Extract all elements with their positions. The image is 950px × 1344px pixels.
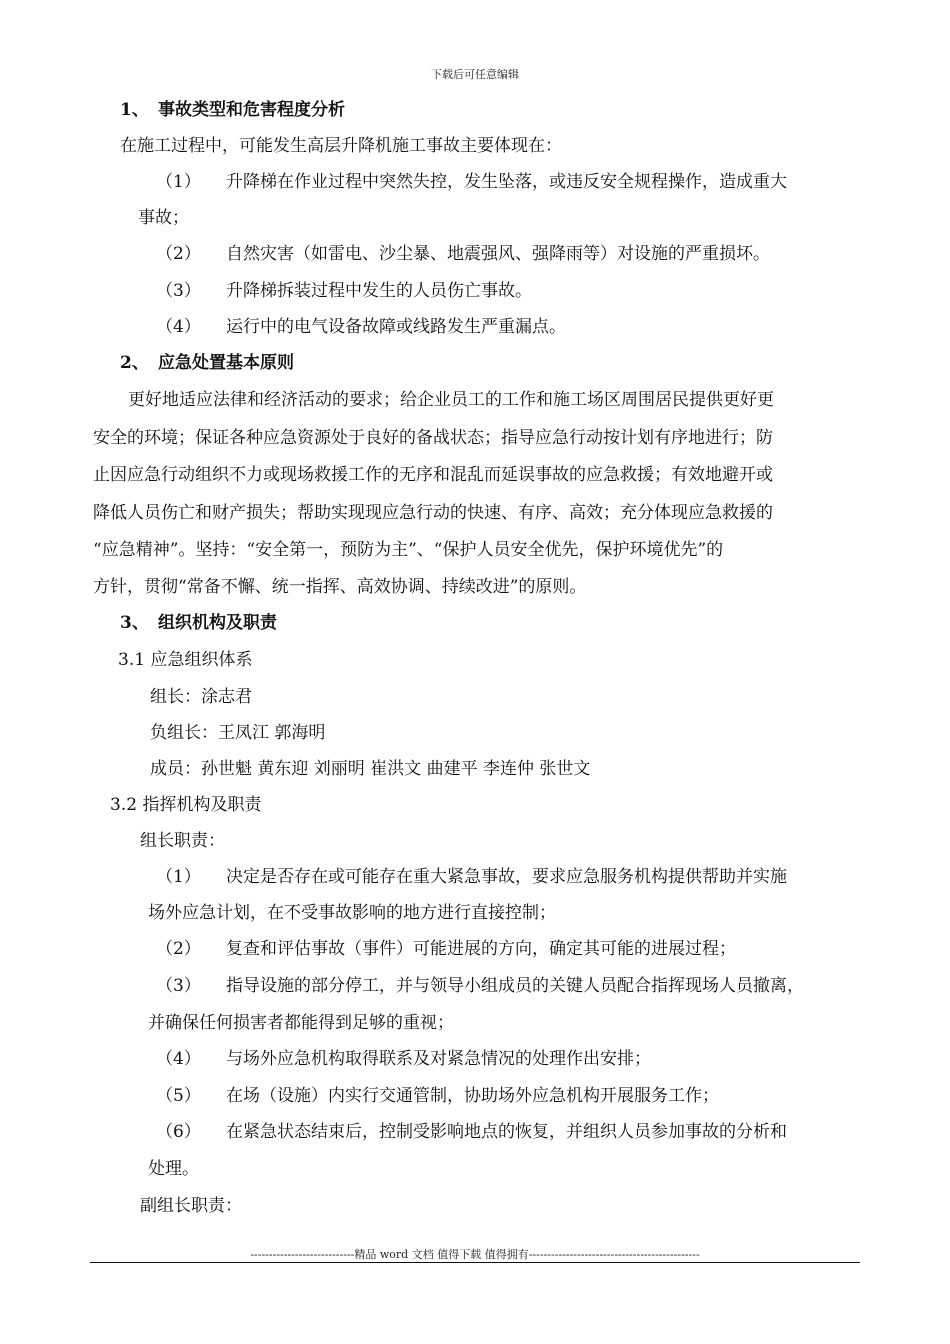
item-text: 复查和评估事故（事件）可能进展的方向，确定其可能的进展过程； <box>226 939 736 959</box>
section-2-heading <box>120 352 294 374</box>
duty-item-2 <box>156 938 736 960</box>
duty-item-3 <box>156 975 804 997</box>
section-1-number: 1、 <box>120 100 149 120</box>
item-number: （1） <box>156 172 201 192</box>
duty-item-6 <box>156 1121 787 1143</box>
principles-line-4: 降低人员伤亡和财产损失；帮助实现现应急行动的快速、有序、高效；充分体现应急救援的 <box>93 503 773 523</box>
subsection-3-2-title: 3.2 指挥机构及职责 <box>110 795 262 815</box>
item-number: （4） <box>156 317 201 337</box>
item-number: （1） <box>156 867 201 887</box>
accident-item-4 <box>156 316 566 338</box>
leader-duties-title: 组长职责： <box>140 831 225 851</box>
item-number: （3） <box>156 976 201 996</box>
principles-line-3: 止因应急行动组织不力或现场救援工作的无序和混乱而延误事故的应急救援；有效地避开或 <box>93 465 773 485</box>
section-1-title: 事故类型和危害程度分析 <box>158 100 345 120</box>
section-3-heading <box>120 612 277 634</box>
section-2-number: 2、 <box>120 353 149 373</box>
accident-item-3 <box>156 280 532 302</box>
page-header: 下载后可任意编辑 <box>431 68 519 81</box>
duty-item-3-continued: 并确保任何损害者都能得到足够的重视； <box>148 1013 454 1033</box>
page-footer: ----------------------------精品 word 文档 值得下载 值得拥有---------------------------------------------- <box>250 1248 700 1261</box>
accident-item-1-continued: 事故； <box>138 208 189 228</box>
accident-item-2 <box>156 243 770 265</box>
duty-item-5 <box>156 1085 719 1107</box>
duty-item-1-continued: 场外应急计划，在不受事故影响的地方进行直接控制； <box>148 903 556 923</box>
section-3-number: 3、 <box>120 613 149 633</box>
item-text: 自然灾害（如雷电、沙尘暴、地震强风、强降雨等）对设施的严重损坏。 <box>226 244 770 264</box>
item-text: 运行中的电气设备故障或线路发生严重漏点。 <box>226 317 566 337</box>
deputy-leaders: 负组长：王凤江 郭海明 <box>150 723 326 743</box>
section-1-intro: 在施工过程中，可能发生高层升降机施工事故主要体现在： <box>120 136 562 156</box>
principles-line-6: 方针，贯彻“常备不懈、统一指挥、高效协调、持续改进”的原则。 <box>93 577 587 597</box>
item-text: 升降梯在作业过程中突然失控，发生坠落，或违反安全规程操作，造成重大 <box>226 172 787 192</box>
deputy-duties-title: 副组长职责： <box>140 1196 242 1216</box>
duty-item-4 <box>156 1048 651 1070</box>
team-members: 成员：孙世魁 黄东迎 刘丽明 崔洪文 曲建平 李连仲 张世文 <box>150 759 591 779</box>
item-text: 决定是否存在或可能存在重大紧急事故，要求应急服务机构提供帮助并实施 <box>226 867 787 887</box>
section-1-heading <box>120 99 345 121</box>
item-text: 与场外应急机构取得联系及对紧急情况的处理作出安排； <box>226 1049 651 1069</box>
item-number: （6） <box>156 1122 201 1142</box>
item-text: 升降梯拆装过程中发生的人员伤亡事故。 <box>226 281 532 301</box>
subsection-3-1-title: 3.1 应急组织体系 <box>118 650 253 670</box>
item-text: 指导设施的部分停工，并与领导小组成员的关键人员配合指挥现场人员撤离， <box>226 976 804 996</box>
item-number: （3） <box>156 281 201 301</box>
principles-line-1: 更好地适应法律和经济活动的要求；给企业员工的工作和施工场区周围居民提供更好更 <box>128 390 774 410</box>
principles-line-5: “应急精神”。坚持：“安全第一，预防为主”、“保护人员安全优先，保护环境优先”的 <box>93 540 724 560</box>
item-number: （4） <box>156 1049 201 1069</box>
item-number: （5） <box>156 1086 201 1106</box>
section-2-title: 应急处置基本原则 <box>158 353 294 373</box>
duty-item-1 <box>156 866 787 888</box>
duty-item-6-continued: 处理。 <box>148 1159 199 1179</box>
item-number: （2） <box>156 244 201 264</box>
item-text: 在场（设施）内实行交通管制，协助场外应急机构开展服务工作； <box>226 1086 719 1106</box>
section-3-title: 组织机构及职责 <box>158 613 277 633</box>
team-leader: 组长：涂志君 <box>150 687 252 707</box>
principles-line-2: 安全的环境；保证各种应急资源处于良好的备战状态；指导应急行动按计划有序地进行；防 <box>93 428 773 448</box>
footer-rule <box>90 1262 860 1263</box>
item-number: （2） <box>156 939 201 959</box>
item-text: 在紧急状态结束后，控制受影响地点的恢复，并组织人员参加事故的分析和 <box>226 1122 787 1142</box>
accident-item-1 <box>156 171 787 193</box>
